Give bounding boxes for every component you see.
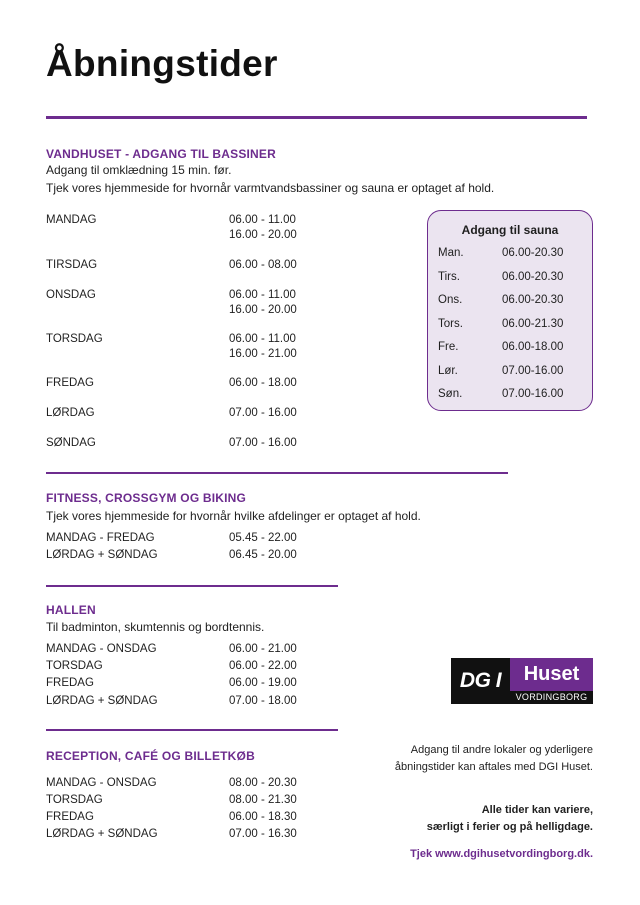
time-range: 06.00 - 22.00 [229, 660, 297, 672]
time-range: 16.00 - 20.00 [229, 304, 297, 316]
time-range: 06.00 - 21.00 [229, 643, 297, 655]
sauna-time: 06.00-20.30 [502, 247, 564, 259]
sauna-time: 07.00-16.00 [502, 388, 564, 400]
time-range: 06.00 - 11.00 [229, 333, 296, 345]
day-label: SØNDAG [46, 437, 96, 449]
website-link[interactable]: Tjek www.dgihusetvordingborg.dk. [410, 848, 593, 860]
time-range: 06.45 - 20.00 [229, 549, 297, 561]
day-label: TORSDAG [46, 660, 103, 672]
sauna-box [427, 210, 593, 411]
sauna-day: Tors. [438, 318, 463, 330]
sauna-day: Fre. [438, 341, 459, 353]
sauna-time: 06.00-18.00 [502, 341, 564, 353]
other-rooms-info [395, 742, 593, 776]
day-label: TORSDAG [46, 333, 103, 345]
section-heading-hallen: HALLEN [46, 603, 96, 617]
title-divider [46, 116, 587, 119]
warning-line: særligt i ferier og på helligdage. [426, 821, 593, 833]
sauna-time: 06.00-20.30 [502, 271, 564, 283]
vandhuset-note-1: Adgang til omklædning 15 min. før. [46, 163, 232, 177]
day-label: MANDAG - ONSDAG [46, 643, 157, 655]
day-label: LØRDAG + SØNDAG [46, 828, 158, 840]
section-divider [46, 472, 508, 474]
sauna-time: 06.00-20.30 [502, 294, 564, 306]
time-range: 07.00 - 18.00 [229, 695, 297, 707]
time-range: 08.00 - 21.30 [229, 794, 297, 806]
info-line: åbningstider kan aftales med DGI Huset. [394, 761, 593, 773]
day-label: FREDAG [46, 677, 94, 689]
time-range: 06.00 - 18.00 [229, 377, 297, 389]
time-range: 16.00 - 21.00 [229, 348, 297, 360]
time-range: 06.00 - 11.00 [229, 289, 296, 301]
time-range: 06.00 - 11.00 [229, 214, 296, 226]
time-range: 06.00 - 18.30 [229, 811, 297, 823]
sauna-time: 06.00-21.30 [502, 318, 564, 330]
section-heading-vandhuset: VANDHUSET - ADGANG TIL BASSINER [46, 147, 276, 161]
time-range: 06.00 - 08.00 [229, 259, 297, 271]
day-label: FREDAG [46, 811, 94, 823]
sauna-day: Ons. [438, 294, 463, 306]
day-label: ONSDAG [46, 289, 96, 301]
day-label: LØRDAG + SØNDAG [46, 549, 158, 561]
time-range: 06.00 - 19.00 [229, 677, 297, 689]
time-range: 05.45 - 22.00 [229, 532, 297, 544]
section-divider [46, 585, 338, 587]
time-range: 07.00 - 16.30 [229, 828, 297, 840]
sauna-day: Tirs. [438, 271, 460, 283]
sauna-time: 07.00-16.00 [502, 365, 564, 377]
day-label: MANDAG - ONSDAG [46, 777, 157, 789]
vandhuset-note-2: Tjek vores hjemmeside for hvornår varmtvandsbassiner og sauna er optaget af hold. [46, 181, 495, 195]
day-label: FREDAG [46, 377, 94, 389]
section-heading-reception: RECEPTION, CAFÉ OG BILLETKØB [46, 749, 255, 763]
day-label: TORSDAG [46, 794, 103, 806]
sauna-day: Søn. [438, 388, 463, 400]
dgi-huset-logo [451, 658, 593, 704]
logo-dgi-mark: DG I [451, 658, 510, 704]
time-range: 16.00 - 20.00 [229, 229, 297, 241]
section-divider [46, 729, 338, 731]
time-range: 07.00 - 16.00 [229, 437, 297, 449]
day-label: MANDAG [46, 214, 97, 226]
day-label: TIRSDAG [46, 259, 98, 271]
section-heading-fitness: FITNESS, CROSSGYM OG BIKING [46, 491, 247, 505]
fitness-note: Tjek vores hjemmeside for hvornår hvilke afdelinger er optaget af hold. [46, 509, 421, 523]
day-label: LØRDAG [46, 407, 95, 419]
logo-location-text: VORDINGBORG [510, 691, 593, 704]
sauna-day: Man. [438, 247, 464, 259]
day-label: LØRDAG + SØNDAG [46, 695, 158, 707]
sauna-day: Lør. [438, 365, 458, 377]
page-title: Åbningstider [46, 43, 278, 84]
logo-huset-text: Huset [510, 658, 593, 691]
time-range: 07.00 - 16.00 [229, 407, 297, 419]
info-line: Adgang til andre lokaler og yderligere [410, 744, 593, 756]
hallen-note: Til badminton, skumtennis og bordtennis. [46, 620, 265, 634]
sauna-title: Adgang til sauna [461, 223, 559, 237]
warning-line: Alle tider kan variere, [481, 804, 593, 816]
time-range: 08.00 - 20.30 [229, 777, 297, 789]
variation-warning [427, 802, 593, 836]
day-label: MANDAG - FREDAG [46, 532, 155, 544]
